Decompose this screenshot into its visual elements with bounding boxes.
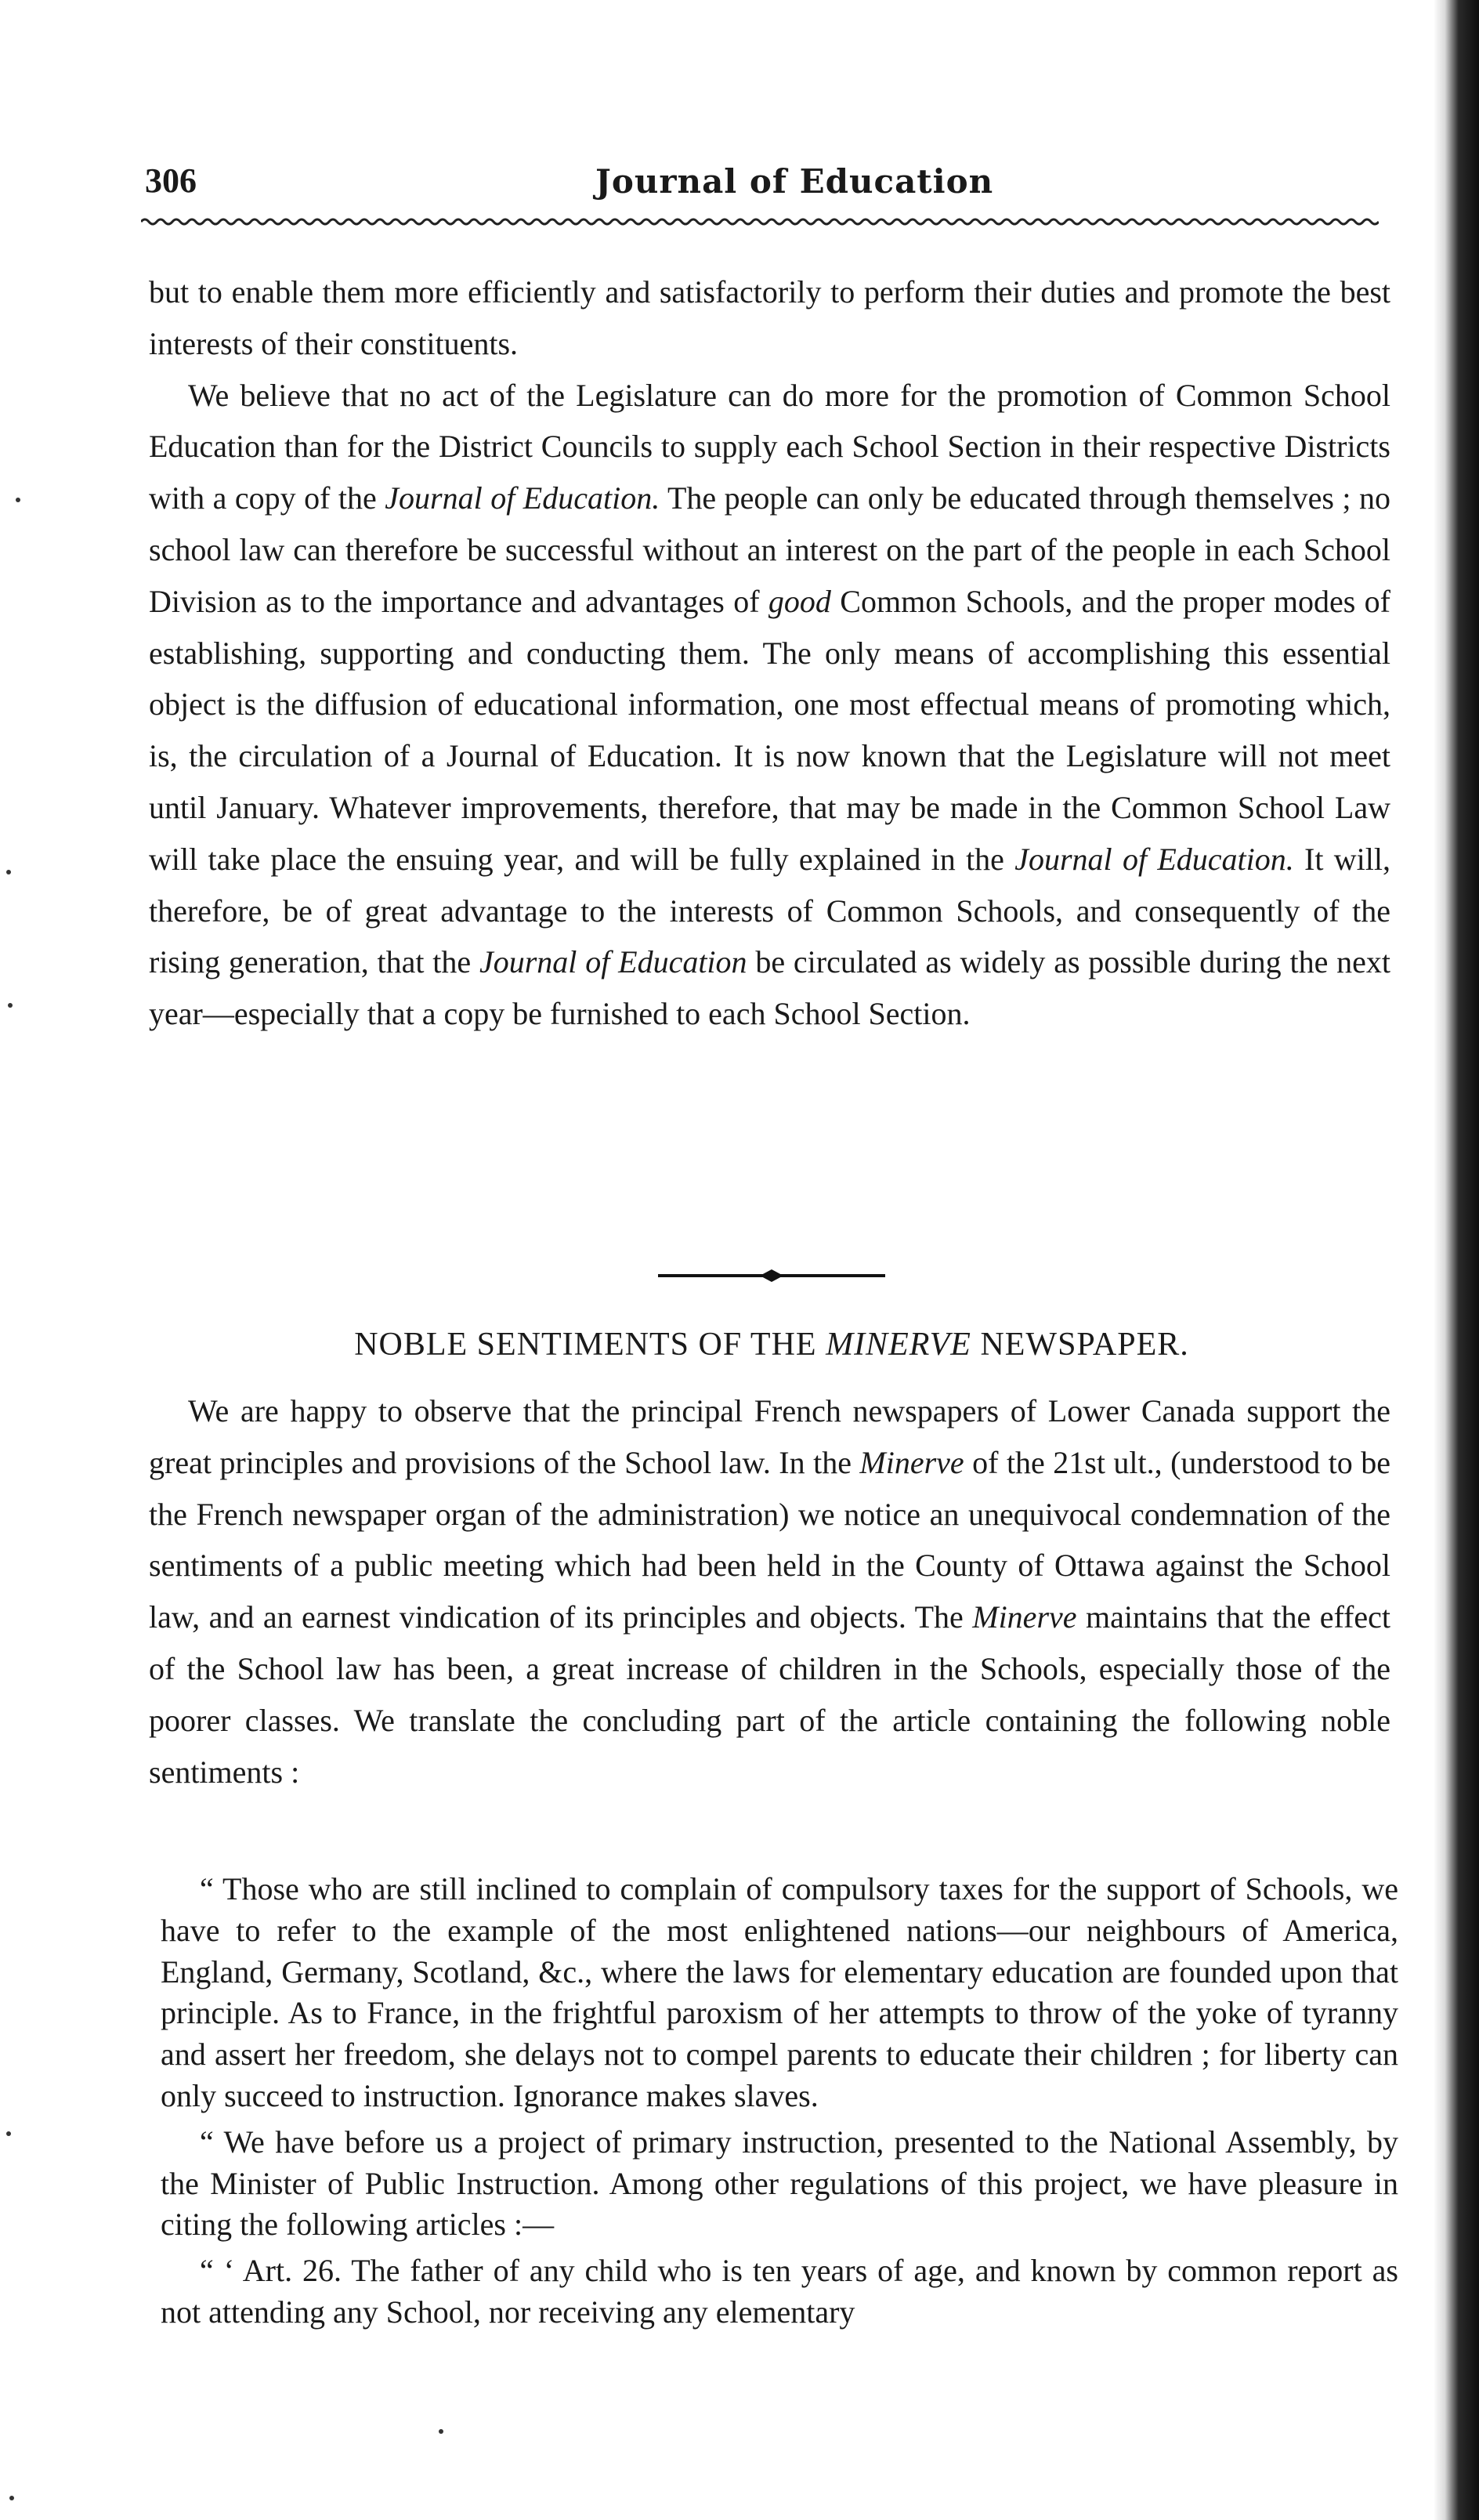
- scan-speck: [439, 2429, 443, 2434]
- scan-speck: [9, 2496, 14, 2500]
- quote-paragraph-1: “ Those who are still inclined to complain of compulsory taxes for the support of Schools, we have to refer to the example of the most enlightened nations—our neighbours of America, England, Germany, Scotland, &c., where the laws for elementary education are founded upon that principle. As to France, in the frightful paroxism of her attempts to throw of the yoke of tyranny and assert her freedom, she delays not to compel parents to educate their children ; for liberty can only succeed to instruction. Ignorance makes slaves.: [161, 1871, 1398, 2113]
- journal-paragraph: We believe that no act of the Legislature can do more for the promotion of Common School Education than for the District Councils to supply each School Section in their respective Districts with a copy of the Journal of Education. The people can only be educated through themselves ; no school law can therefore be successful without an interest on the part of the people in each School Division as to the importance and advantages of good Common Schools, and the proper modes of establishing, supporting and conducting them. The only means of accomplishing this essential object is the diffusion of educational information, one most effectual means of promoting which, is, the circulation of a Journal of Education. It is now known that the Legislature will not meet until January. Whatever improvements, therefore, that may be made in the Common School Law will take place the ensuing year, and will be fully explained in the Journal of Education. It will, therefore, be of great advantage to the interests of Common Schools, and consequently of the rising generation, that the Journal of Education be circulated as widely as possible during the next year—especially that a copy be furnished to each School Section.: [149, 377, 1390, 1032]
- scan-speck: [16, 498, 20, 502]
- minerve-article: [149, 1385, 1390, 1798]
- article-continuation: [149, 266, 1390, 1040]
- quote-paragraph-3: “ ‘ Art. 26. The father of any child who is ten years of age, and known by common report as not attending any School, nor receiving any elementary: [161, 2253, 1398, 2330]
- translated-quotation: [161, 1869, 1398, 2334]
- minerve-intro-paragraph: We are happy to observe that the principal French newspapers of Lower Canada support the great principles and provisions of the School law. In the Minerve of the 21st ult., (understood to be the French newspaper organ of the administration) we notice an unequivocal condemnation of the sentiments of a public meeting which had been held in the County of Ottawa against the School law, and an earnest vindication of its principles and objects. The Minerve maintains that the effect of the School law has been, a great increase of children in the Schools, especially those of the poorer classes. We translate the concluding part of the article containing the following noble sentiments :: [149, 1393, 1390, 1790]
- section-heading: NOBLE SENTIMENTS OF THE MINERVE NEWSPAPER.: [354, 1327, 1189, 1363]
- quote-paragraph-2: “ We have before us a project of primary instruction, presented to the National Assembly, by the Minister of Public Instruction. Among other regulations of this project, we have pleasure in citing the following articles :—: [161, 2124, 1398, 2243]
- page-header: [145, 161, 1383, 208]
- scan-speck: [8, 1003, 13, 1008]
- page-number: 306: [145, 161, 197, 200]
- continuation-paragraph: but to enable them more efficiently and satisfactorily to perform their duties and promote the best interests of their constituents.: [149, 274, 1390, 361]
- running-title: Journal of Education: [595, 162, 994, 201]
- page-binding-edge: [1434, 0, 1479, 2520]
- wavy-rule-divider: [141, 215, 1379, 228]
- scan-speck: [6, 870, 11, 874]
- section-divider-ornament: [658, 1266, 885, 1285]
- scan-speck: [6, 2131, 11, 2136]
